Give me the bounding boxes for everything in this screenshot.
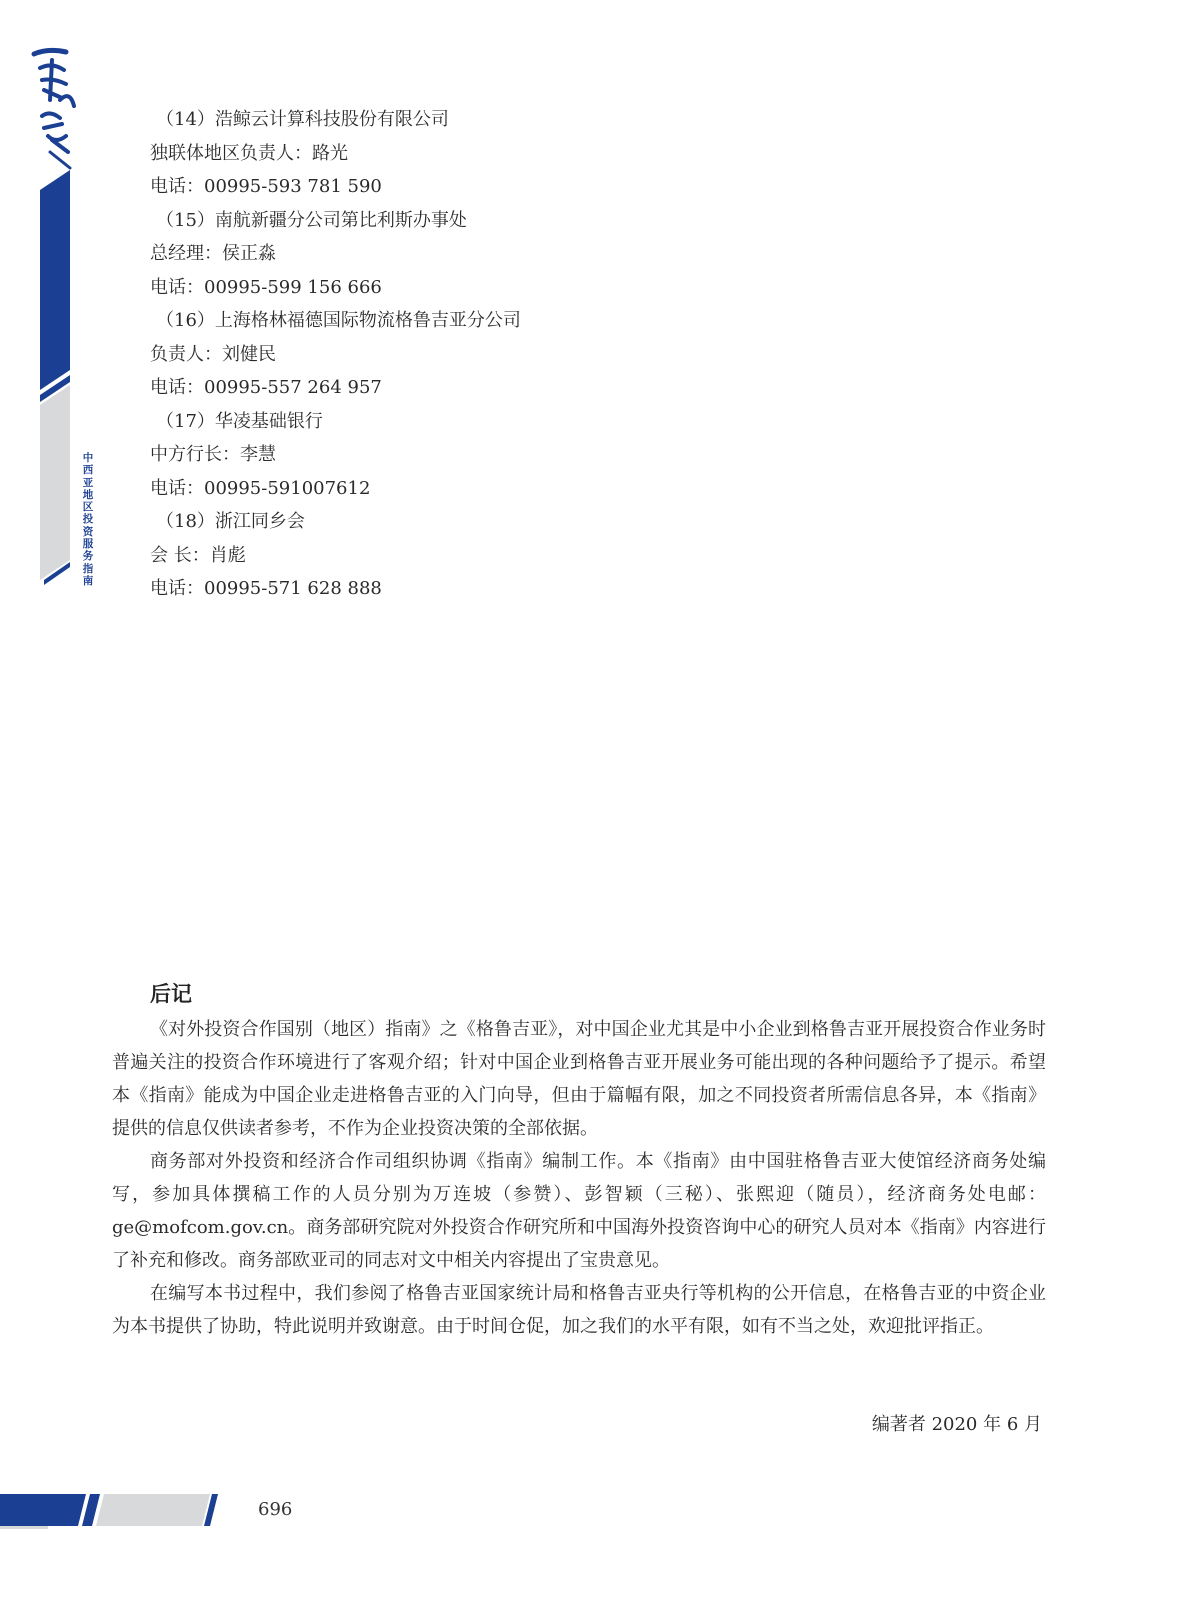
afterword-paragraph: 《对外投资合作国别（地区）指南》之《格鲁吉亚》，对中国企业尤其是中小企业到格鲁吉亚开展投资合作业务时普遍关注的投资合作环境进行了客观介绍；针对中国企业到格鲁吉亚开展业务可能出现的各种问题给予了提示。希望本《指南》能成为中国企业走进格鲁吉亚的入门向导，但由于篇幅有限，加之不同投资者所需信息各异，本《指南》提供的信息仅供读者参考，不作为企业投资决策的全部依据。	[112, 1019, 1046, 1139]
contact-phone: 电话：00995-591007612	[150, 477, 371, 499]
contact-phone: 电话：00995-557 264 957	[150, 377, 382, 398]
afterword-paragraph: 商务部对外投资和经济合作司组织协调《指南》编制工作。本《指南》由中国驻格鲁吉亚大使馆经济商务处编写，参加具体撰稿工作的人员分别为万连坡（参赞）、彭智颖（三秘）、张熙迎（随员），经济商务处电邮： ge@mofcom.gov.cn。商务部研究院对外投资合作研究所和中国海外投资咨询中心的研究人员对本《指南》内容进行了补充和修改。商务部欧亚司的同志对文中相关内容提出了宝贵意见。	[112, 1151, 1046, 1271]
contact-phone: 电话：00995-599 156 666	[150, 276, 382, 298]
series-label: 中亚互联（国际）孵化器	[80, 247, 101, 358]
side-banner	[30, 40, 101, 600]
contact-org: （17）华凌基础银行	[156, 410, 323, 432]
contact-org: （18）浙江同乡会	[156, 511, 305, 532]
contact-person: 独联体地区负责人：路光	[150, 142, 348, 164]
contact-phone: 电话：00995-571 628 888	[150, 578, 382, 599]
afterword-paragraph: 在编写本书过程中，我们参阅了格鲁吉亚国家统计局和格鲁吉亚央行等机构的公开信息，在格鲁吉亚的中资企业为本书提供了协助，特此说明并致谢意。由于时间仓促，加之我们的水平有限，如有不当之处，欢迎批评指正。	[112, 1283, 1046, 1337]
contact-org: （16）上海格林福德国际物流格鲁吉亚分公司	[156, 310, 521, 331]
afterword-body	[112, 1013, 1046, 1343]
contact-phone: 电话：00995-593 781 590	[150, 176, 382, 197]
contact-person: 会 长：肖彪	[150, 544, 246, 566]
signoff: 编著者 2020 年 6 月	[871, 1414, 1042, 1435]
page-number: 696	[258, 1499, 293, 1520]
contact-person: 总经理：侯正淼	[150, 243, 276, 264]
contact-org: （15）南航新疆分公司第比利斯办事处	[156, 209, 467, 231]
contact-person: 负责人：刘健民	[150, 343, 276, 365]
contact-org: （14）浩鲸云计算科技股份有限公司	[156, 109, 449, 130]
book-label: 中西亚地区投资服务指南	[82, 452, 94, 587]
contact-list	[150, 103, 521, 606]
afterword-title: 后记	[150, 982, 192, 1006]
footer-stripes-icon	[0, 1490, 240, 1530]
contact-person: 中方行长：李慧	[150, 444, 276, 465]
